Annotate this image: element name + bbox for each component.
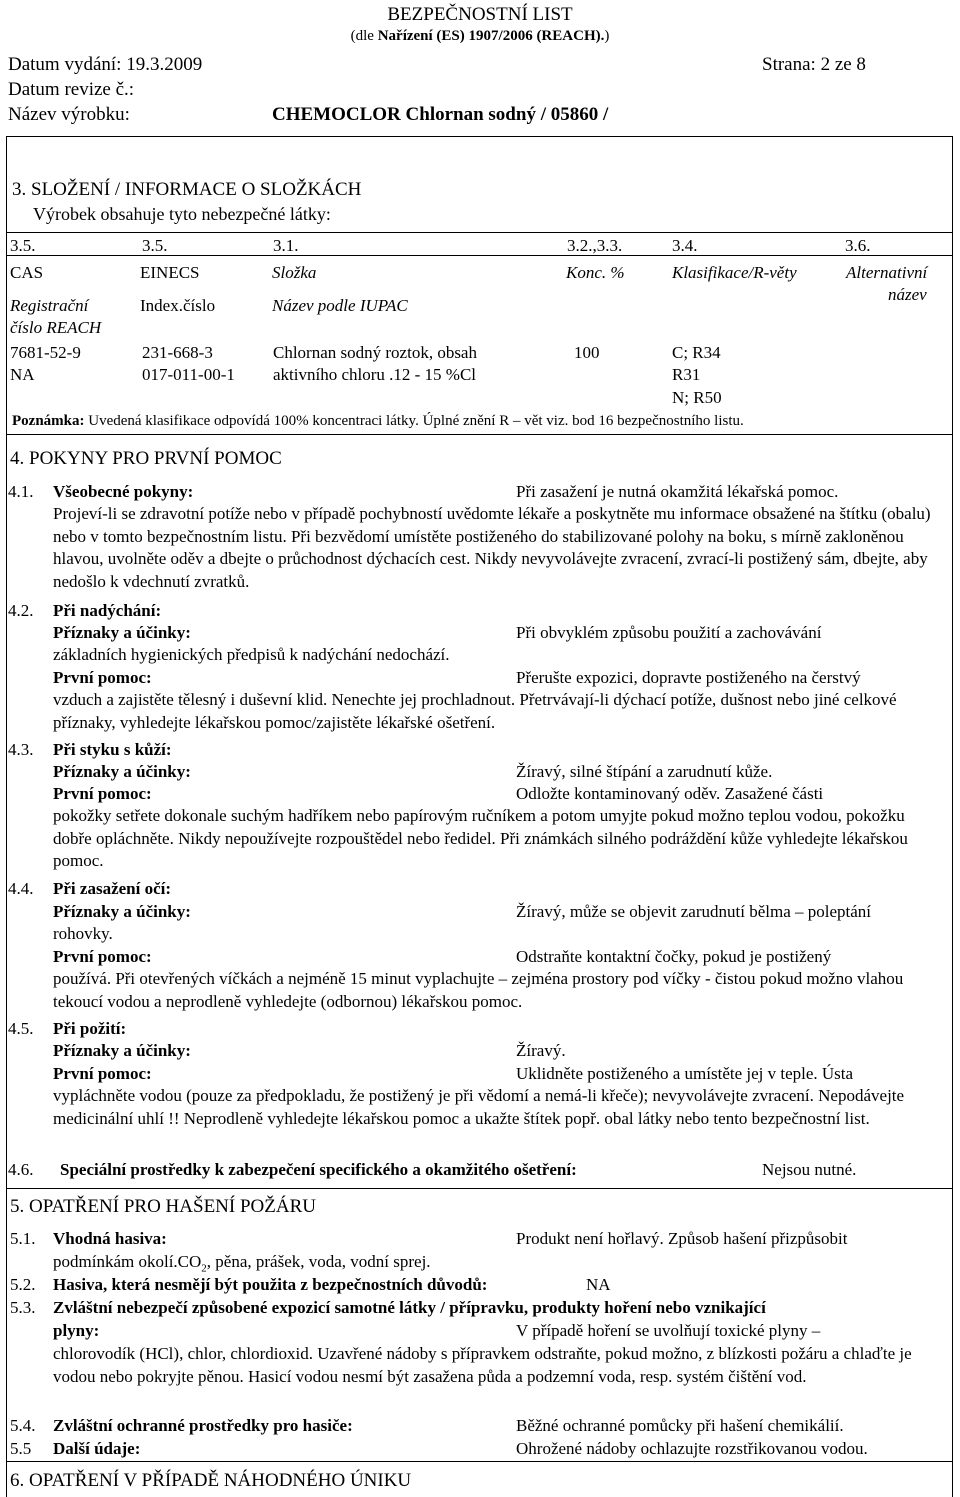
- s42-first-aid-text: Přerušte expozici, dopravte postiženého na čerstvý: [516, 668, 861, 687]
- col-header-classification: Klasifikace/R-věty: [672, 263, 797, 282]
- s42-first-aid-cont: vzduch a zajistěte tělesný i duševní klid. Nenechte jej prochladnout. Přetrvávají-li dýchací potíže, dušnost nebo jiné celkové příznaky, vyhledejte lékařskou pomoc/zajistěte lékařské ošetření.: [53, 690, 897, 732]
- s45-label: Při požití:: [53, 1019, 127, 1038]
- s42-symptoms-text: Při obvyklém způsobu použití a zachovávání: [516, 623, 822, 642]
- cell-concentration: 100: [574, 343, 600, 362]
- s42-symptoms-cont: základních hygienických předpisů k nadýchání nedochází.: [53, 645, 450, 664]
- section3-bottom-rule: [6, 434, 952, 435]
- s46-label: Speciální prostředky k zabezpečení specifického a okamžitého ošetření:: [60, 1160, 577, 1179]
- s42-number: 4.2.: [8, 601, 34, 620]
- ref-classification: 3.4.: [672, 236, 698, 255]
- cell-cas: 7681-52-9: [10, 343, 81, 362]
- col-header-alt-name: Alternativní: [846, 263, 928, 282]
- s52-number: 5.2.: [10, 1275, 36, 1294]
- col-header-iupac: Název podle IUPAC: [272, 296, 408, 315]
- ref-cas: 3.5.: [10, 236, 36, 255]
- s41-summary: Při zasažení je nutná okamžitá lékařská pomoc.: [516, 482, 839, 501]
- s55-label: Další údaje:: [53, 1439, 141, 1458]
- s44-first-aid-cont: používá. Při otevřených víčkách a nejméně 15 minut vyplachujte – zejména prostory pod víčky - čistou pokud možno vlahou tekoucí vodou a neprodleně vyhledejte (odbornou) lékařskou pomoc.: [53, 969, 904, 1011]
- frame-top-border: [6, 136, 952, 137]
- col-header-reg: Registrační: [10, 296, 89, 315]
- s51-text: Produkt není hořlavý. Způsob hašení přizpůsobit: [516, 1229, 848, 1248]
- s46-value: Nejsou nutné.: [762, 1160, 857, 1179]
- ref-concentration: 3.2.,3.3.: [567, 236, 623, 255]
- s45-first-aid-cont: vypláchněte vodou (pouze za předpokladu, že postižený je při vědomí a nemá-li křeče); nevyvolávejte zvracení. Nepodávejte medicinální uhlí !! Neprodleně vyhledejte lékařskou pomoc a ukažte štítek popř. obal látky nebo tento bezpečnostní list.: [53, 1086, 905, 1128]
- section3-intro: Výrobek obsahuje tyto nebezpečné látky:: [33, 204, 331, 224]
- section5-heading: 5. OPATŘENÍ PRO HAŠENÍ POŽÁRU: [10, 1196, 316, 1217]
- s45-symptoms-label: Příznaky a účinky:: [53, 1041, 191, 1060]
- ref-component: 3.1.: [273, 236, 299, 255]
- s53-label-2: plyny:: [53, 1321, 100, 1340]
- s43-number: 4.3.: [8, 740, 34, 759]
- s45-first-aid-label: První pomoc:: [53, 1064, 152, 1083]
- s45-symptoms-text: Žíravý.: [516, 1041, 566, 1060]
- col-header-reg2: číslo REACH: [10, 318, 102, 337]
- subtitle-regulation: Nařízení (ES) 1907/2006 (REACH).: [377, 28, 605, 44]
- s51-cont-subscript: 2: [201, 1262, 207, 1275]
- s43-first-aid-cont: pokožky setřete dokonale suchým hadříkem nebo papírovým ručníkem a potom umyjte pokud možno teplou vodou, pokožku dobře opláchněte. Nikdy nepoužívejte rozpouštědel nebo ředidel. Při známkách silného podráždění kůže vyhledejte lékařskou pomoc.: [53, 806, 908, 870]
- ref-einecs: 3.5.: [142, 236, 168, 255]
- s51-label: Vhodná hasiva:: [53, 1229, 167, 1248]
- document-title: BEZPEČNOSTNÍ LIST: [387, 4, 573, 25]
- document-subtitle: [0, 28, 960, 45]
- ref-alt-name: 3.6.: [845, 236, 871, 255]
- s52-label: Hasiva, která nesmějí být použita z bezpečnostních důvodů:: [53, 1275, 488, 1294]
- s44-label: Při zasažení očí:: [53, 879, 172, 898]
- note-text: Uvedená klasifikace odpovídá 100% koncentraci látky. Úplné znění R – vět viz. bod 16 bezpečnostního listu.: [84, 413, 744, 429]
- s53-cont: chlorovodík (HCl), chlor, chlordioxid. Uzavřené nádoby s přípravkem odstraňte, pokud možno, z blízkosti požáru a chlaďte je vodou nebo pokryjte pěnou. Hasicí vodou nesmí být zasažena půda a podzemní voda, resp. systém čištění vod.: [53, 1344, 912, 1386]
- cell-class-line1: C; R34: [672, 343, 721, 362]
- s41-body: Projeví-li se zdravotní potíže nebo v případě pochybností uvědomte lékaře a poskytněte mu informace obsažené na štítku (obalu) nebo v tomto bezpečnostním listu. Při bezvědomí umístěte postiženého do stabilizované polohy na boku, s mírně zakloněnou hlavou, uvolněte oděv a dbejte o průchodnost dýchacích cest. Nikdy nevyvolávejte zvracení, zvrací-li postižený sám, dbejte, aby nedošlo k vdechnutí zvratků.: [53, 504, 931, 591]
- product-name: CHEMOCLOR Chlornan sodný / 05860 /: [272, 104, 609, 125]
- s43-symptoms-label: Příznaky a účinky:: [53, 762, 191, 781]
- s54-text: Běžné ochranné pomůcky při hašení chemikálií.: [516, 1416, 844, 1435]
- s54-label: Zvláštní ochranné prostředky pro hasiče:: [53, 1416, 353, 1435]
- s54-number: 5.4.: [10, 1416, 36, 1435]
- subtitle-suffix: ): [604, 28, 610, 44]
- s43-symptoms-text: Žíravý, silné štípání a zarudnutí kůže.: [516, 762, 773, 781]
- section6-heading: 6. OPATŘENÍ V PŘÍPADĚ NÁHODNÉHO ÚNIKU: [10, 1470, 412, 1491]
- section5-bottom-rule: [6, 1461, 952, 1462]
- cell-index: 017-011-00-1: [142, 365, 235, 384]
- s44-first-aid-text: Odstraňte kontaktní čočky, pokud je postižený: [516, 947, 832, 966]
- s42-first-aid-label: První pomoc:: [53, 668, 152, 687]
- s53-label: Zvláštní nebezpečí způsobené expozicí samotné látky / přípravku, produkty hoření nebo vznikající: [53, 1298, 766, 1317]
- s44-number: 4.4.: [8, 879, 34, 898]
- refs-top-rule: [6, 232, 952, 233]
- composition-note: [12, 413, 744, 430]
- cell-name-line1: Chlornan sodný roztok, obsah: [273, 343, 477, 362]
- s53-text: V případě hoření se uvolňují toxické plyny –: [516, 1321, 821, 1340]
- col-header-cas: CAS: [10, 263, 44, 282]
- frame-left-border: [6, 136, 7, 1497]
- cell-reach: NA: [10, 365, 35, 384]
- s51-cont-post: , pěna, prášek, voda, vodní sprej.: [206, 1252, 431, 1271]
- col-header-concentration: Konc. %: [566, 263, 625, 282]
- section4-heading: 4. POKYNY PRO PRVNÍ POMOC: [10, 448, 282, 469]
- note-label: Poznámka:: [12, 413, 85, 429]
- section4-bottom-rule: [6, 1188, 952, 1189]
- s42-label: Při nadýchání:: [53, 601, 162, 620]
- s43-label: Při styku s kůží:: [53, 740, 172, 759]
- s44-first-aid-label: První pomoc:: [53, 947, 152, 966]
- s41-number: 4.1.: [8, 482, 34, 501]
- s46-number: 4.6.: [8, 1160, 34, 1179]
- cell-class-line2: R31: [672, 365, 701, 384]
- s45-number: 4.5.: [8, 1019, 34, 1038]
- s43-first-aid-text: Odložte kontaminovaný oděv. Zasažené části: [516, 784, 824, 803]
- s55-text: Ohrožené nádoby ochlazujte rozstřikovanou vodou.: [516, 1439, 868, 1458]
- s43-first-aid-label: První pomoc:: [53, 784, 152, 803]
- s44-symptoms-text: Žíravý, může se objevit zarudnutí bělma – poleptání: [516, 902, 871, 921]
- s44-symptoms-label: Příznaky a účinky:: [53, 902, 191, 921]
- product-label: Název výrobku:: [8, 104, 130, 125]
- s52-value: NA: [586, 1275, 611, 1294]
- issue-date: Datum vydání: 19.3.2009: [8, 54, 203, 75]
- col-header-alt-name-2: název: [888, 285, 927, 304]
- frame-right-border: [952, 136, 953, 1497]
- page-number: Strana: 2 ze 8: [762, 54, 866, 75]
- cell-class-line3: N; R50: [672, 388, 722, 407]
- col-header-einecs: EINECS: [140, 263, 200, 282]
- revision-date: Datum revize č.:: [8, 79, 135, 100]
- col-header-index: Index.číslo: [140, 296, 216, 315]
- s51-number: 5.1.: [10, 1229, 36, 1248]
- s51-cont-pre: podmínkám okolí.CO: [53, 1252, 202, 1271]
- s45-first-aid-text: Uklidněte postiženého a umístěte jej v teple. Ústa: [516, 1064, 854, 1083]
- s53-number: 5.3.: [10, 1298, 36, 1317]
- s42-symptoms-label: Příznaky a účinky:: [53, 623, 191, 642]
- s44-symptoms-cont: rohovky.: [53, 924, 113, 943]
- cell-name-line2: aktivního chloru .12 - 15 %Cl: [273, 365, 477, 384]
- col-header-component: Složka: [272, 263, 317, 282]
- s55-number: 5.5: [10, 1439, 32, 1458]
- section3-heading: 3. SLOŽENÍ / INFORMACE O SLOŽKÁCH: [12, 179, 362, 200]
- cell-einecs: 231-668-3: [142, 343, 213, 362]
- s41-label: Všeobecné pokyny:: [53, 482, 194, 501]
- subtitle-prefix: (dle: [350, 28, 378, 44]
